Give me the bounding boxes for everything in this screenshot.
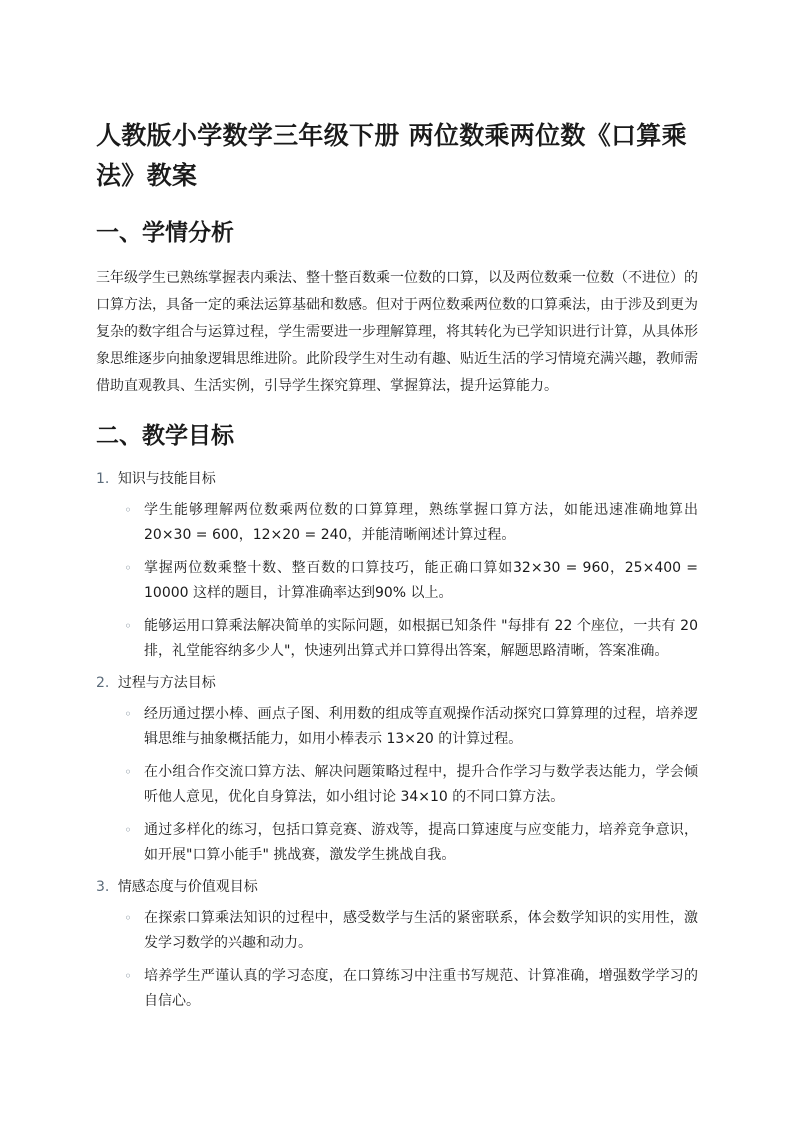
list-item-text: 培养学生严谨认真的学习态度，在口算练习中注重书写规范、计算准确，增强数学学习的自信心。 — [144, 968, 698, 1009]
list-item-text: 在小组合作交流口算方法、解决问题策略过程中，提升合作学习与数学表达能力，学会倾听他人意见，优化自身算法，如小组讨论 34×10 的不同口算方法。 — [144, 764, 698, 805]
list-item — [96, 498, 698, 548]
objective-group-title — [96, 876, 698, 898]
objective-group-label: 情感态度与价值观目标 — [117, 879, 258, 895]
objective-group-title — [96, 672, 698, 694]
list-item-text: 通过多样化的练习，包括口算竞赛、游戏等，提高口算速度与应变能力，培养竞争意识，如开展"口算小能手" 挑战赛，激发学生挑战自我。 — [144, 822, 698, 863]
list-item — [96, 760, 698, 810]
list-item — [96, 614, 698, 664]
objective-list — [96, 498, 698, 664]
hollow-circle-bullet-icon: ◦ — [124, 503, 132, 517]
hollow-circle-bullet-icon: ◦ — [124, 911, 132, 925]
list-item-text: 掌握两位数乘整十数、整百数的口算技巧，能正确口算如32×30 = 960，25×400 = 10000 这样的题目，计算准确率达到90% 以上。 — [144, 560, 698, 601]
list-number: 1. — [96, 471, 110, 487]
section-heading-objectives: 二、教学目标 — [96, 423, 234, 449]
list-number: 2. — [96, 675, 110, 691]
hollow-circle-bullet-icon: ◦ — [124, 619, 132, 633]
objective-group-knowledge — [96, 468, 698, 664]
list-item-text: 能够运用口算乘法解决简单的实际问题，如根据已知条件 "每排有 22 个座位，一共有 20 排，礼堂能容纳多少人"，快速列出算式并口算得出答案，解题思路清晰，答案准确。 — [144, 618, 698, 659]
analysis-paragraph: 三年级学生已熟练掌握表内乘法、整十整百数乘一位数的口算，以及两位数乘一位数（不进位）的口算方法，具备一定的乘法运算基础和数感。但对于两位数乘两位数的口算乘法，由于涉及到更为复杂的数字组合与运算过程，学生需要进一步理解算理，将其转化为已学知识进行计算，从具体形象思维逐步向抽象逻辑思维进阶。此阶段学生对生动有趣、贴近生活的学习情境充满兴趣，教师需借助直观教具、生活实例，引导学生探究算理、掌握算法，提升运算能力。 — [96, 270, 698, 394]
list-item — [96, 906, 698, 956]
list-item — [96, 702, 698, 752]
hollow-circle-bullet-icon: ◦ — [124, 765, 132, 779]
list-item — [96, 818, 698, 868]
objective-group-title — [96, 468, 698, 490]
objective-group-attitude — [96, 876, 698, 1014]
hollow-circle-bullet-icon: ◦ — [124, 561, 132, 575]
list-item — [96, 556, 698, 606]
objective-group-label: 过程与方法目标 — [117, 675, 216, 691]
objective-list — [96, 702, 698, 868]
objective-group-label: 知识与技能目标 — [117, 471, 216, 487]
hollow-circle-bullet-icon: ◦ — [124, 707, 132, 721]
list-item-text: 学生能够理解两位数乘两位数的口算算理，熟练掌握口算方法，如能迅速准确地算出 20×30 = 600，12×20 = 240，并能清晰阐述计算过程。 — [144, 502, 698, 543]
list-item-text: 在探索口算乘法知识的过程中，感受数学与生活的紧密联系，体会数学知识的实用性，激发学习数学的兴趣和动力。 — [144, 910, 698, 951]
list-number: 3. — [96, 879, 110, 895]
list-item-text: 经历通过摆小棒、画点子图、利用数的组成等直观操作活动探究口算算理的过程，培养逻辑思维与抽象概括能力，如用小棒表示 13×20 的计算过程。 — [144, 706, 698, 747]
hollow-circle-bullet-icon: ◦ — [124, 823, 132, 837]
list-item — [96, 964, 698, 1014]
section-heading-analysis: 一、学情分析 — [96, 220, 234, 246]
objective-group-process — [96, 672, 698, 868]
objective-list — [96, 906, 698, 1014]
document-title: 人教版小学数学三年级下册 两位数乘两位数《口算乘法》教案 — [96, 121, 687, 190]
hollow-circle-bullet-icon: ◦ — [124, 969, 132, 983]
